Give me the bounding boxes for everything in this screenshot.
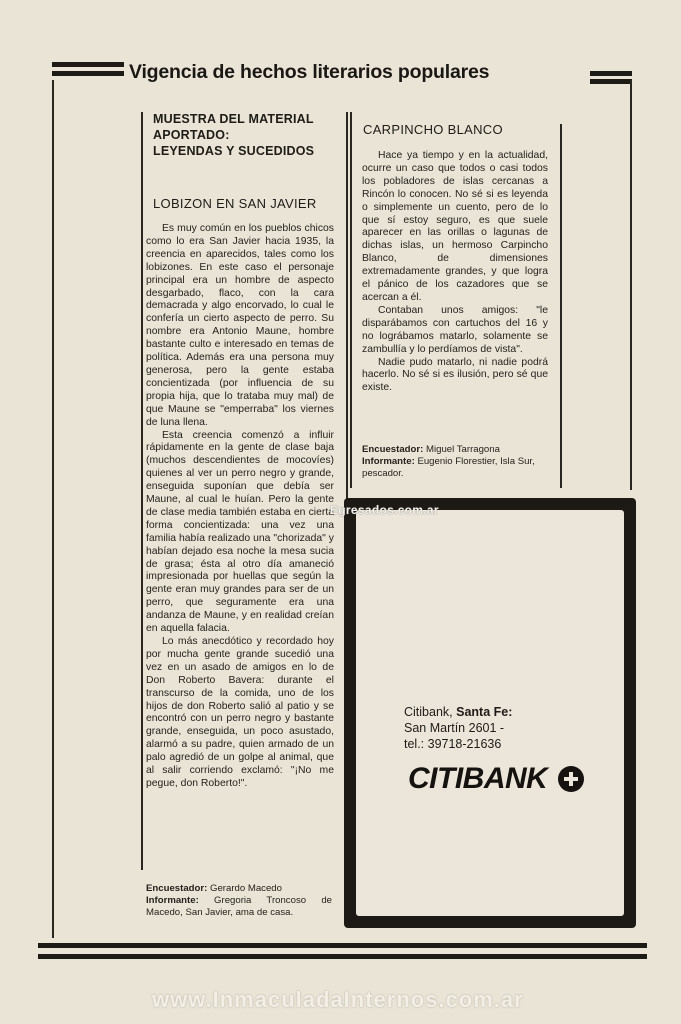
header-band-left-bottom (52, 71, 124, 76)
paragraph: Es muy común en los pueblos chicos como lo era San Javier hacia 1935, la creencia en aparecidos, tales como los lobizones. En este caso el personaje principal era un hombre de aspecto desgarbado, flaco, con la cara demacrada y algo encorvado, lo cual le confería un cierto aspecto de perro. Su nombre era Antonio Maune, hombre bastante culto e interesado en temas de política. Además era una persona muy generosa, pero la gente estaba concientizada (por influencia de su propia hija, que lo trataba muy mal) de que Maune se "emperraba" los viernes de luna llena. (146, 223, 334, 428)
footer-band-top (38, 943, 647, 948)
credit-informante: Informante: Gregoria Troncoso de Macedo, San Javier, ama de casa. (146, 895, 332, 919)
section-heading-line: APORTADO: (153, 128, 230, 142)
footer-band-bottom (38, 954, 647, 959)
section-heading (153, 111, 343, 159)
frame-left-rule (52, 80, 54, 938)
credits-lobizon (146, 883, 332, 920)
page-title: Vigencia de hechos literarios populares (126, 61, 492, 84)
ad-line-2: San Martín 2601 - (404, 721, 505, 735)
credit-encuestador: Encuestador: Miguel Tarragona (362, 444, 500, 455)
ad-line-1: Citibank, Santa Fe: (404, 705, 513, 719)
header-band-right-top (590, 71, 632, 76)
citibank-logo-text: CITIBANK (408, 762, 548, 795)
section-heading-line: LEYENDAS Y SUCEDIDOS (153, 144, 315, 158)
section-heading-line: MUESTRA DEL MATERIAL (153, 112, 314, 126)
ad-address (404, 704, 512, 752)
header-band-left-top (52, 62, 124, 67)
plus-circle-icon (558, 766, 584, 792)
ad-line-3: tel.: 39718-21636 (404, 737, 502, 751)
story-body-lobizon (146, 223, 334, 791)
watermark-middle: Egresados.com.ar (330, 503, 439, 517)
right-column-rule-left (350, 112, 352, 488)
credit-informante: Informante: Eugenio Florestier, Isla Sur, pescador. (362, 456, 535, 480)
watermark-bottom: www.InmaculadaInternos.com.ar (152, 987, 524, 1012)
story-title-lobizon: LOBIZON EN SAN JAVIER (153, 196, 317, 211)
story-body-carpincho (362, 150, 548, 395)
header-band-right-bottom (590, 79, 632, 84)
story-title-carpincho: CARPINCHO BLANCO (363, 122, 503, 137)
paragraph: Nadie pudo matarlo, ni nadie podrá hacerlo. No sé si es ilusión, pero sé que existe. (362, 356, 548, 394)
frame-right-rule (630, 80, 632, 490)
credits-carpincho (362, 444, 548, 481)
paragraph: Lo más anecdótico y recordado hoy por mucha gente grande sucedió una vez en un asado de amigos en lo de Don Roberto Bavera: durante el transcurso de la comida, uno de los hijos de don Roberto salió al patio y se encontró con un perro negro y bastante grande, enseguida, un poco asustado, alarmó a su padre, quien armado de un palo agredió de un golpe al animal, que al salir corriendo exclamó: "¡No me pegue, don Roberto!". (146, 636, 334, 789)
paragraph: Hace ya tiempo y en la actualidad, ocurre un caso que todos o casi todos los pobladores de islas cercanas a Rincón lo conocen. No sé si es leyenda o simplemente un cuento, pero de lo que sí estoy seguro, es que suele aparecer en las orillas o lagunas de dichas islas, un hermoso Carpincho Blanco, de dimensiones extremadamente grandes, y que logra el pánico de los cazadores que se acercan a él. (362, 150, 548, 303)
right-column-rule-right (560, 124, 562, 488)
left-column-rule-left (141, 112, 143, 870)
paragraph: Esta creencia comenzó a influir rápidamente en la gente de clase baja (muchos descendientes de mocovíes) quienes al ver un perro negro y grande, enseguida suponían que debía ser Maune, al cual le huían. Pero la gente de clase media también estaba en cierta forma concientizada: una vez una familia había realizado una "chorizada" y habían dejado esa noche la mesa sucia de grasa; ésta al otro día amaneció impresionada por huellas que según la gente eran muy grandes para ser de un perro, que seguramente era una andanza de Maune, y en realidad creían en aquella falacia. (146, 429, 334, 635)
credit-encuestador: Encuestador: Gerardo Macedo (146, 883, 282, 894)
paragraph: Contaban unos amigos: "le disparábamos con cartuchos del 16 y no lográbamos matarlo, solamente se zambullía y lo perdíamos de vista". (362, 304, 548, 355)
